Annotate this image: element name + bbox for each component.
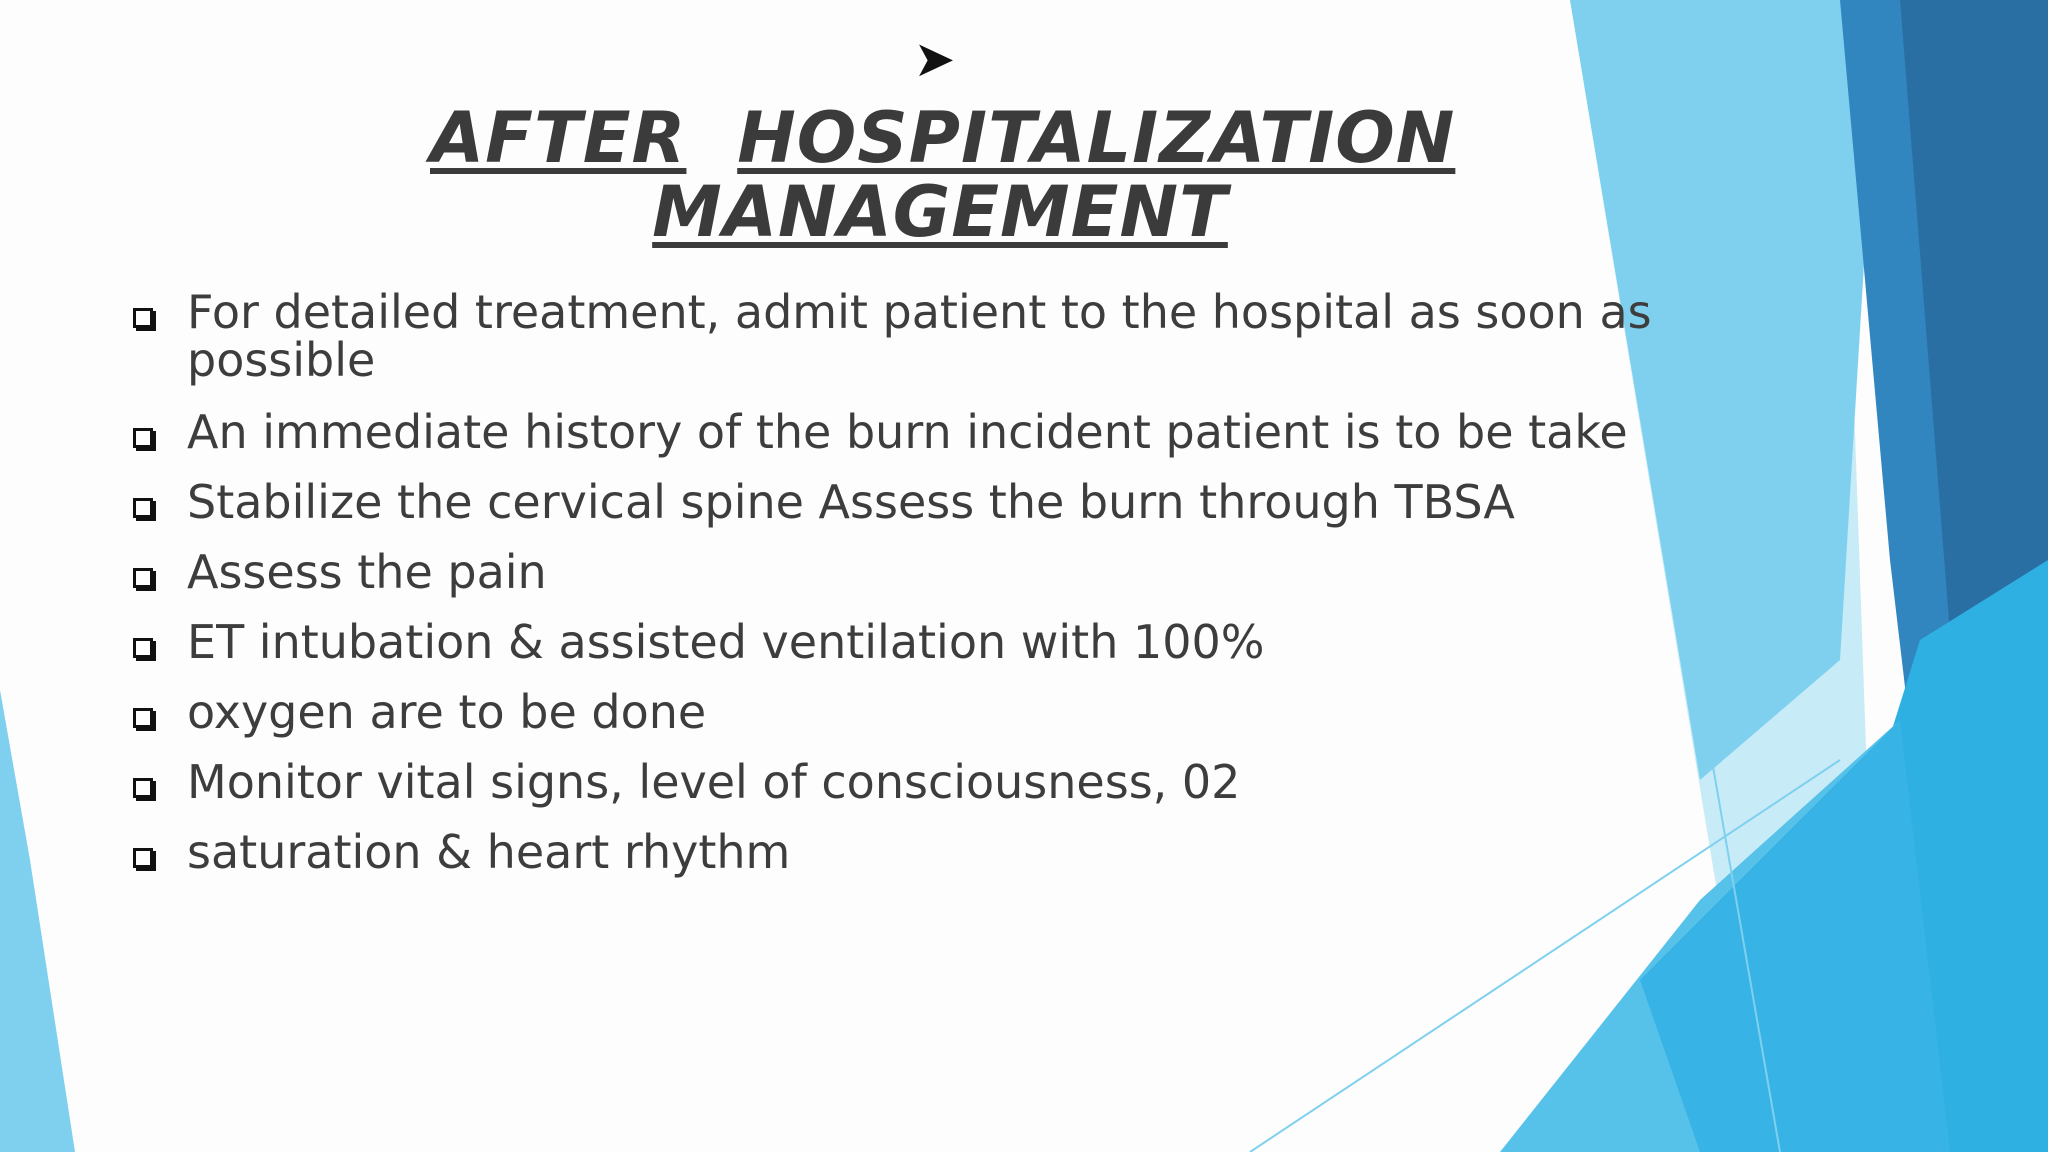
list-item-text: An immediate history of the burn incident patient is to be take xyxy=(187,405,1628,459)
hollow-square-bullet-icon xyxy=(133,708,153,728)
list-item xyxy=(130,285,1807,387)
list-item xyxy=(130,685,1690,739)
list-item xyxy=(130,755,1690,809)
left-accent-shape xyxy=(0,690,75,1152)
bullet-list xyxy=(130,285,1690,898)
arrowhead-bullet-icon: ➤ xyxy=(913,30,957,88)
title-word-hospitalization: HOSPITALIZATION xyxy=(737,97,1456,179)
title-word-management: MANAGEMENT xyxy=(652,171,1228,253)
hollow-square-bullet-icon xyxy=(133,848,153,868)
hollow-square-bullet-icon xyxy=(133,778,153,798)
list-item-text: Stabilize the cervical spine Assess the burn through TBSA xyxy=(187,475,1515,529)
list-item xyxy=(130,615,1690,669)
hollow-square-bullet-icon xyxy=(133,498,153,518)
list-item-text: ET intubation & assisted ventilation with 100% xyxy=(187,615,1265,669)
hollow-square-bullet-icon xyxy=(133,308,153,328)
list-item xyxy=(130,825,1690,879)
slide-title xyxy=(430,22,1456,253)
list-item xyxy=(130,545,1690,599)
hollow-square-bullet-icon xyxy=(133,568,153,588)
list-item-text: saturation & heart rhythm xyxy=(187,825,791,879)
list-item-text: Assess the pain xyxy=(187,545,547,599)
list-item xyxy=(130,475,1690,529)
hollow-square-bullet-icon xyxy=(133,428,153,448)
hollow-square-bullet-icon xyxy=(133,638,153,658)
title-word-after: AFTER xyxy=(430,97,687,179)
list-item-text: Monitor vital signs, level of consciousness, 02 xyxy=(187,755,1241,809)
list-item-text: oxygen are to be done xyxy=(187,685,707,739)
list-item xyxy=(130,405,1690,459)
list-item-text: For detailed treatment, admit patient to the hospital as soon as possible xyxy=(187,285,1652,387)
